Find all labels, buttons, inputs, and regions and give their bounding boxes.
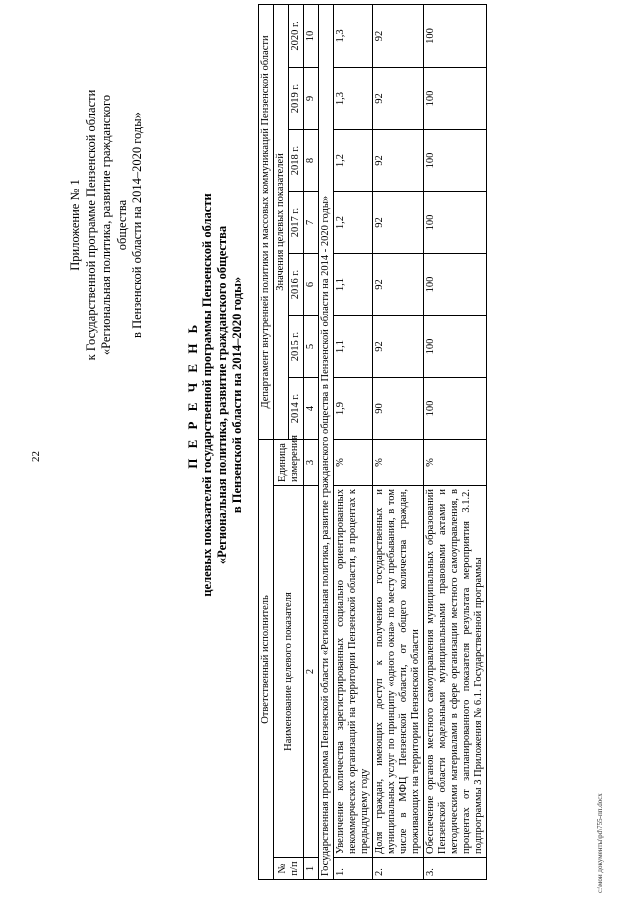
row-value: 1,9 xyxy=(334,378,373,440)
row-unit: % xyxy=(334,440,373,486)
file-path-footer: c:\мои документы\pd\755-пп.docx xyxy=(596,793,604,893)
index-cell: 7 xyxy=(304,192,319,254)
year-cell: 2019 г. xyxy=(289,68,304,130)
row-value: 100 xyxy=(424,316,487,378)
year-cell: 2014 г. xyxy=(289,378,304,440)
row-value: 100 xyxy=(424,378,487,440)
row-value: 1,3 xyxy=(334,4,373,67)
title-line: в Пензенской области на 2014–2020 годы» xyxy=(230,276,244,514)
header-num: № п/п xyxy=(274,858,304,880)
program-row xyxy=(319,4,334,879)
index-cell: 5 xyxy=(304,316,319,378)
table-row xyxy=(373,4,424,879)
row-value: 100 xyxy=(424,254,487,316)
row-num: 3. xyxy=(424,858,487,880)
row-value: 1,1 xyxy=(334,316,373,378)
year-cell: 2020 г. xyxy=(289,4,304,67)
row-value: 92 xyxy=(373,4,424,67)
index-cell: 3 xyxy=(304,440,319,486)
header-name: Наименование целевого показателя xyxy=(274,486,304,858)
index-cell: 1 xyxy=(304,858,319,880)
appendix-note xyxy=(68,25,146,425)
indicators-table xyxy=(258,4,487,880)
row-num: 2. xyxy=(373,858,424,880)
header-unit: Единица измерения xyxy=(274,440,304,486)
row-value: 92 xyxy=(373,192,424,254)
row-unit: % xyxy=(373,440,424,486)
title-line: «Региональная политика, развитие гражданского общества xyxy=(215,225,229,565)
title-heading: П Е Р Е Ч Е Н Ь xyxy=(185,321,200,469)
row-indicator-name: Обеспечение органов местного самоуправления муниципальных образований Пензенской области модельными муниципальными правовыми актами и методическими материалами в сфере организации местного самоуправления, в процентах от запланированного показателя результата мероприятия 3.1.2. подпрограммы 3 Приложения № 6.1. Государственной программы xyxy=(424,486,487,858)
year-cell: 2017 г. xyxy=(289,192,304,254)
row-value: 92 xyxy=(373,254,424,316)
table-row xyxy=(424,4,487,879)
row-num: 1. xyxy=(334,858,373,880)
row-value: 100 xyxy=(424,4,487,67)
appendix-line: к Государственной программе Пензенской области xyxy=(83,89,98,361)
row-indicator-name: Доля граждан, имеющих доступ к получению государственных и муниципальных услуг по принципу «одного окна» по месту пребывания, в том числе в МФЦ Пензенской области, от общего количества граждан, проживающих на территории Пензенской области xyxy=(373,486,424,858)
executor-label: Ответственный исполнитель xyxy=(259,440,274,880)
executor-row xyxy=(259,4,274,879)
index-cell: 10 xyxy=(304,4,319,67)
row-value: 100 xyxy=(424,68,487,130)
row-indicator-name: Увеличение количества зарегистрированных социально ориентированных некоммерческих организаций на территории Пензенской области, в процентах к предыдущему году xyxy=(334,486,373,858)
index-cell: 8 xyxy=(304,130,319,192)
row-value: 100 xyxy=(424,130,487,192)
appendix-line: общества xyxy=(114,199,129,251)
row-value: 92 xyxy=(373,68,424,130)
executor-value: Департамент внутренней политики и массовых коммуникаций Пензенской области xyxy=(259,4,274,439)
index-cell: 4 xyxy=(304,378,319,440)
year-cell: 2015 г. xyxy=(289,316,304,378)
appendix-line: «Региональная политика, развитие гражданского xyxy=(99,94,113,356)
row-value: 1,3 xyxy=(334,68,373,130)
row-value: 1,2 xyxy=(334,130,373,192)
header-values: Значения целевых показателей xyxy=(274,4,289,439)
header-row xyxy=(274,4,289,879)
page-number: 22 xyxy=(30,451,42,462)
index-cell: 6 xyxy=(304,254,319,316)
document-title xyxy=(185,35,245,755)
title-line: целевых показателей государственной программы Пензенской области xyxy=(200,193,214,597)
index-row xyxy=(304,4,319,879)
row-unit: % xyxy=(424,440,487,486)
appendix-line: в Пензенской области на 2014–2020 годы» xyxy=(130,112,144,338)
year-cell: 2018 г. xyxy=(289,130,304,192)
row-value: 1,2 xyxy=(334,192,373,254)
year-cell: 2016 г. xyxy=(289,254,304,316)
row-value: 1,1 xyxy=(334,254,373,316)
row-value: 92 xyxy=(373,130,424,192)
row-value: 92 xyxy=(373,316,424,378)
row-value: 100 xyxy=(424,192,487,254)
appendix-line: Приложение № 1 xyxy=(68,179,82,271)
program-title: Государственная программа Пензенской области «Региональная политика, развитие гражданского общества в Пензенской области на 2014 - 2020 годы» xyxy=(319,4,334,879)
index-cell: 2 xyxy=(304,486,319,858)
index-cell: 9 xyxy=(304,68,319,130)
row-value: 90 xyxy=(373,378,424,440)
table-row xyxy=(334,4,373,879)
